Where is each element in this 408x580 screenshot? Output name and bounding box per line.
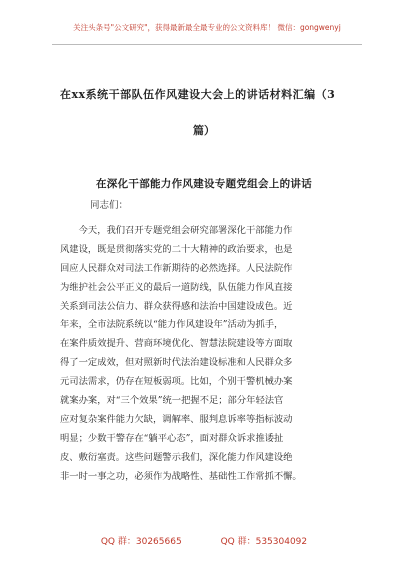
- footer-contacts: [0, 534, 408, 547]
- salutation: 同志们：: [90, 200, 129, 211]
- body-text: [60, 222, 350, 486]
- body-line: 在案件质效提升、营商环境优化、智慧法院建设等方面取: [60, 338, 293, 350]
- footer-qq-group-1: QQ 群：30265665: [100, 537, 182, 547]
- body-line: 就案办案，对“三个效果”统一把握不足；部分年轻法官: [60, 395, 284, 407]
- body-line: 元司法需求，仍存在短板弱项。比如，个别干警机械办案: [60, 376, 293, 388]
- body-line: 明显；少数干警存在“躺平心态”，面对群众诉求推诿扯: [60, 432, 284, 444]
- body-line: 得了一定成效，但对照新时代法治建设标准和人民群众多: [60, 357, 293, 369]
- body-line: 应对复杂案件能力欠缺，调解率、服判息诉率等指标波动: [60, 413, 293, 425]
- document-title: 在xx系统干部队伍作风建设大会上的讲话材料汇编（3: [60, 88, 336, 101]
- body-line: 风建设，既是贯彻落实党的二十大精神的政治要求，也是: [60, 243, 293, 255]
- header-divider: [52, 44, 362, 45]
- body-line: 为维护社会公平正义的最后一道防线，队伍能力作风直接: [60, 281, 293, 293]
- footer-qq-group-2: QQ 群：535304092: [220, 537, 308, 547]
- body-line: 关系到司法公信力、群众获得感和法治中国建设成色。近: [60, 300, 293, 312]
- body-line: 回应人民群众对司法工作新期待的必然选择。人民法院作: [60, 262, 293, 274]
- body-line: 皮、敷衍塞责。这些问题警示我们，深化能力作风建设绝: [60, 451, 293, 463]
- body-line: 非一时一事之功，必须作为战略性、基础性工作常抓不懈。: [60, 470, 302, 482]
- header-banner: 关注头条号"公文研究"，获得最新最全最专业的公文资料库！ 微信：gongwenyj: [73, 23, 341, 32]
- body-line: 年来，全市法院系统以“能力作风建设年”活动为抓手，: [60, 319, 284, 331]
- body-line: 今天，我们召开专题党组会研究部署深化干部能力作: [60, 225, 293, 236]
- document-title-continuation: 篇）: [193, 124, 215, 137]
- section-title: 在深化干部能力作风建设专题党组会上的讲话: [96, 178, 312, 190]
